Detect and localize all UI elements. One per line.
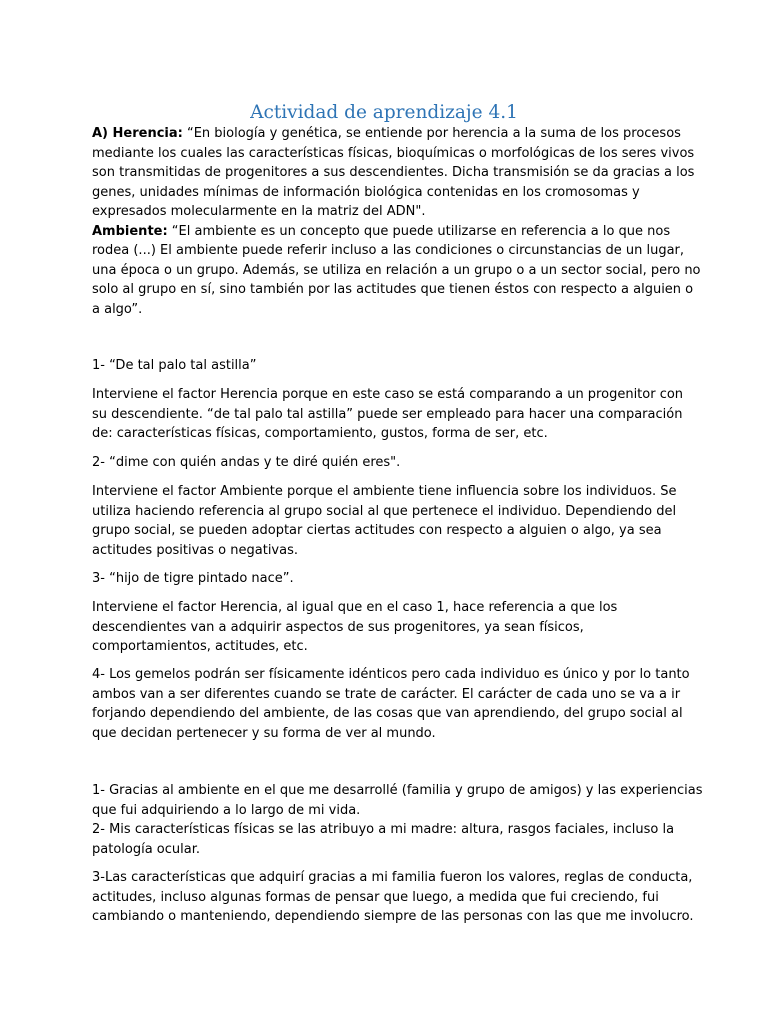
case-3-heading: 3- “hijo de tigre pintado nace”. xyxy=(92,571,294,586)
herencia-line-1: A) Herencia: “En biología y genética, se entiende por herencia a la suma de los procesos xyxy=(92,126,681,141)
ambiente-line-1: Ambiente: “El ambiente es un concepto que puede utilizarse en referencia a lo que nos xyxy=(92,223,671,239)
herencia-label: A) Herencia: xyxy=(92,126,183,141)
herencia-line-3: son transmitidas de progenitores a sus descendientes. Dicha transmisión se da gracias a los xyxy=(92,165,695,180)
ambiente-line-5: a algo”. xyxy=(92,301,143,317)
case-4-paragraph: 4- Los gemelos podrán ser físicamente idénticos pero cada individuo es único y por lo tanto ambos van a ser diferentes cuando se trate de carácter. El carácter de cada uno se va a ir forjando dependiendo del ambiente, de las cosas que van aprendiendo, del grupo social al que decidan pertenecer y su forma de ver al mundo. xyxy=(92,667,690,741)
definitions-block xyxy=(92,124,712,319)
case-2-heading: 2- “dime con quién andas y te diré quién eres". xyxy=(92,455,401,470)
personal-block-1: 1- Gracias al ambiente en el que me desarrollé (familia y grupo de amigos) y las experiencias que fui adquiriendo a lo largo de mi vida. 2- Mis características físicas se las atribuyo a mi madre: altura, rasgos faciales, incluso la patología ocular. xyxy=(92,783,703,857)
case-3-paragraph: Interviene el factor Herencia, al igual que en el caso 1, hace referencia a que los descendientes van a adquirir aspectos de sus progenitores, ya sean físicos, comportamientos, actitudes, etc. xyxy=(92,600,618,654)
ambiente-line-2: rodea (...) El ambiente puede referir incluso a las condiciones o circunstancias de un lugar, xyxy=(92,243,685,258)
personal-block-2: 3-Las características que adquirí gracias a mi familia fueron los valores, reglas de conducta, actitudes, incluso algunas formas de pensar que luego, a medida que fui creciendo, fui cambiando o manteniendo, dependiendo siempre de las personas con las que me involucro. xyxy=(92,870,694,924)
case-1-paragraph: Interviene el factor Herencia porque en este caso se está comparando a un progenitor con su descendiente. “de tal palo tal astilla” puede ser empleado para hacer una comparación de: características físicas, comportamiento, gustos, forma de ser, etc. xyxy=(92,387,684,441)
case-2-paragraph: Interviene el factor Ambiente porque el ambiente tiene influencia sobre los individuos. Se utiliza haciendo referencia al grupo social al que pertenece el individuo. Dependiendo del grupo social, se pueden adoptar ciertas actitudes con respecto a alguien o algo, ya sea actitudes positivas o negativas. xyxy=(92,484,677,558)
herencia-line-5: expresados molecularmente en la matriz del ADN". xyxy=(92,204,426,219)
ambiente-line-4: solo al grupo en sí, sino también por las actitudes que tienen éstos con respecto a alguien o xyxy=(92,282,694,297)
document-title: Actividad de aprendizaje 4.1 xyxy=(250,102,518,123)
ambiente-label: Ambiente: xyxy=(92,223,168,239)
ambiente-line-3: una época o un grupo. Además, se utiliza en relación a un grupo o a un sector social, pero no xyxy=(92,262,701,278)
herencia-line-2: mediante los cuales las características físicas, bioquímicas o morfológicas de los seres vivos xyxy=(92,145,695,161)
herencia-line-4: genes, unidades mínimas de información biológica contenidas en los cromosomas y xyxy=(92,184,640,200)
case-1-heading: 1- “De tal palo tal astilla” xyxy=(92,358,257,373)
